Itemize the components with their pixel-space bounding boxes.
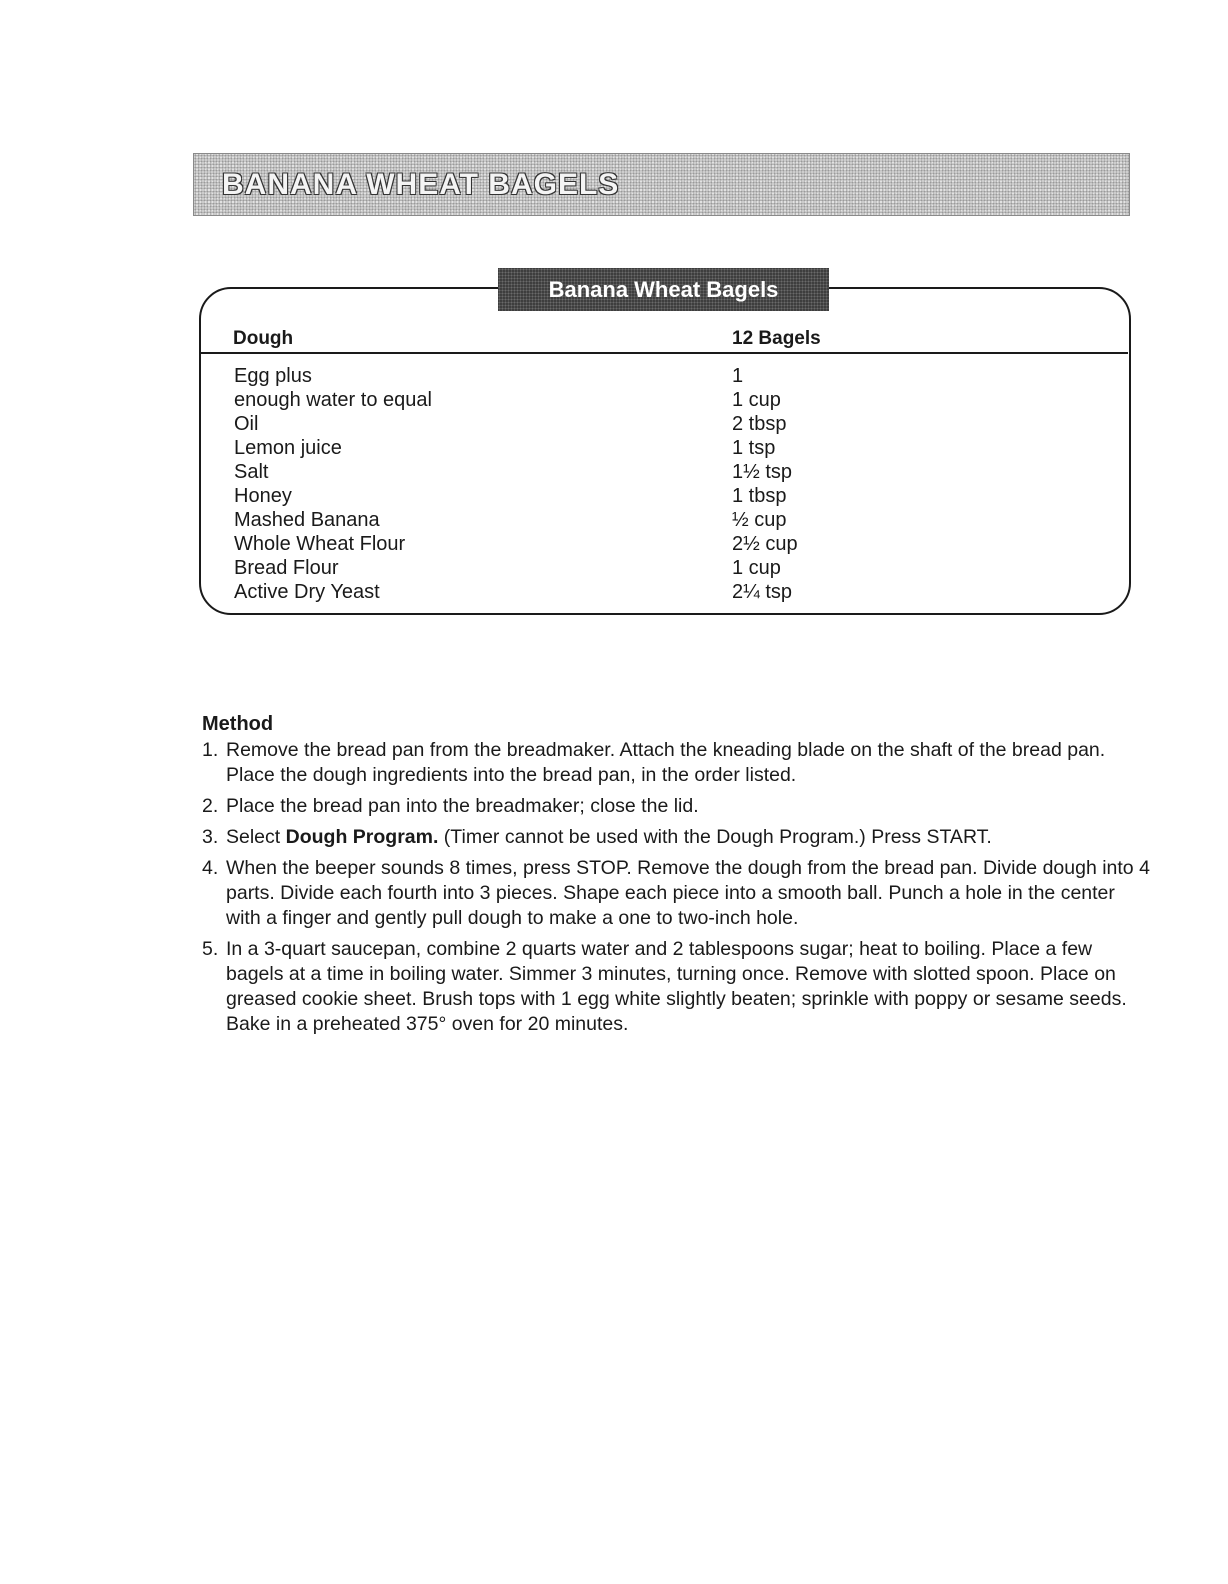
ingredient-row <box>234 508 1034 532</box>
ingredient-name: Bread Flour <box>234 557 339 579</box>
page-title-banner <box>193 153 1130 216</box>
ingredient-quantity: 2½ cup <box>732 533 798 555</box>
ingredient-quantity: 1 <box>732 365 744 387</box>
step-text-post: (Timer cannot be used with the Dough Program.) Press START. <box>438 826 992 848</box>
step-text: In a 3-quart saucepan, combine 2 quarts water and 2 tablespoons sugar; heat to boiling. Place a few bagels at a time in boiling water. Simmer 3 minutes, turning once. Remove with slotted spoon. Place on greased cookie sheet. Brush tops with 1 egg white slightly beaten; sprinkle with poppy or sesame seeds. Bake in a preheated 375° oven for 20 minutes. <box>226 938 1127 1035</box>
ingredient-quantity: 1 cup <box>732 389 781 411</box>
step-number: 2. <box>202 795 219 817</box>
step-text: Place the bread pan into the breadmaker; close the lid. <box>226 795 699 817</box>
ingredient-quantity: 1 tbsp <box>732 485 787 507</box>
ingredient-name: Lemon juice <box>234 437 342 459</box>
ingredient-name: Honey <box>234 485 292 507</box>
yield-column-header: 12 Bagels <box>732 328 821 349</box>
step-text: Remove the bread pan from the breadmaker. Attach the kneading blade on the shaft of the bread pan. Place the dough ingredients into the bread pan, in the order listed. <box>226 739 1106 786</box>
ingredient-quantity: 2 tbsp <box>732 413 787 435</box>
method-steps <box>202 738 1152 1043</box>
ingredient-row <box>234 580 1034 604</box>
method-step <box>202 825 1152 850</box>
ingredient-name: Active Dry Yeast <box>234 581 380 603</box>
recipe-title: Banana Wheat Bagels <box>548 276 779 302</box>
recipe-title-tab <box>498 268 829 311</box>
ingredient-quantity: 1 tsp <box>732 437 776 459</box>
ingredient-list <box>234 364 1034 604</box>
method-heading: Method <box>202 713 274 735</box>
ingredient-name: Egg plus <box>234 365 312 387</box>
ingredient-row <box>234 532 1034 556</box>
method-step <box>202 738 1152 788</box>
ingredient-row <box>234 436 1034 460</box>
ingredient-name: Whole Wheat Flour <box>234 533 406 555</box>
ingredient-quantity: 2¼ tsp <box>732 581 793 603</box>
method-step <box>202 856 1152 931</box>
method-step <box>202 794 1152 819</box>
step-text-bold: Dough Program. <box>285 826 439 848</box>
ingredient-row <box>234 484 1034 508</box>
ingredient-name: Salt <box>234 461 269 483</box>
dough-column-header: Dough <box>233 328 294 349</box>
step-number: 1. <box>202 739 219 761</box>
ingredient-row <box>234 388 1034 412</box>
ingredient-name: Mashed Banana <box>234 509 380 531</box>
ingredient-row <box>234 556 1034 580</box>
step-number: 5. <box>202 938 219 960</box>
step-text-pre: Select <box>226 826 286 848</box>
ingredient-name: Oil <box>234 413 259 435</box>
ingredient-row <box>234 460 1034 484</box>
ingredient-quantity: 1 cup <box>732 557 781 579</box>
ingredient-quantity: 1½ tsp <box>732 461 793 483</box>
ingredient-name: enough water to equal <box>234 389 432 411</box>
step-number: 4. <box>202 857 219 879</box>
step-number: 3. <box>202 826 219 848</box>
method-step <box>202 937 1152 1037</box>
page-title: BANANA WHEAT BAGELS <box>222 168 620 201</box>
ingredient-quantity: ½ cup <box>732 509 787 531</box>
ingredient-row <box>234 412 1034 436</box>
header-divider <box>201 352 1128 354</box>
ingredient-row <box>234 364 1034 388</box>
step-text: When the beeper sounds 8 times, press STOP. Remove the dough from the bread pan. Divide dough into 4 parts. Divide each fourth into 3 pieces. Shape each piece into a smooth ball. Punch a hole in the center with a finger and gently pull dough to make a one to two-inch hole. <box>226 857 1150 929</box>
